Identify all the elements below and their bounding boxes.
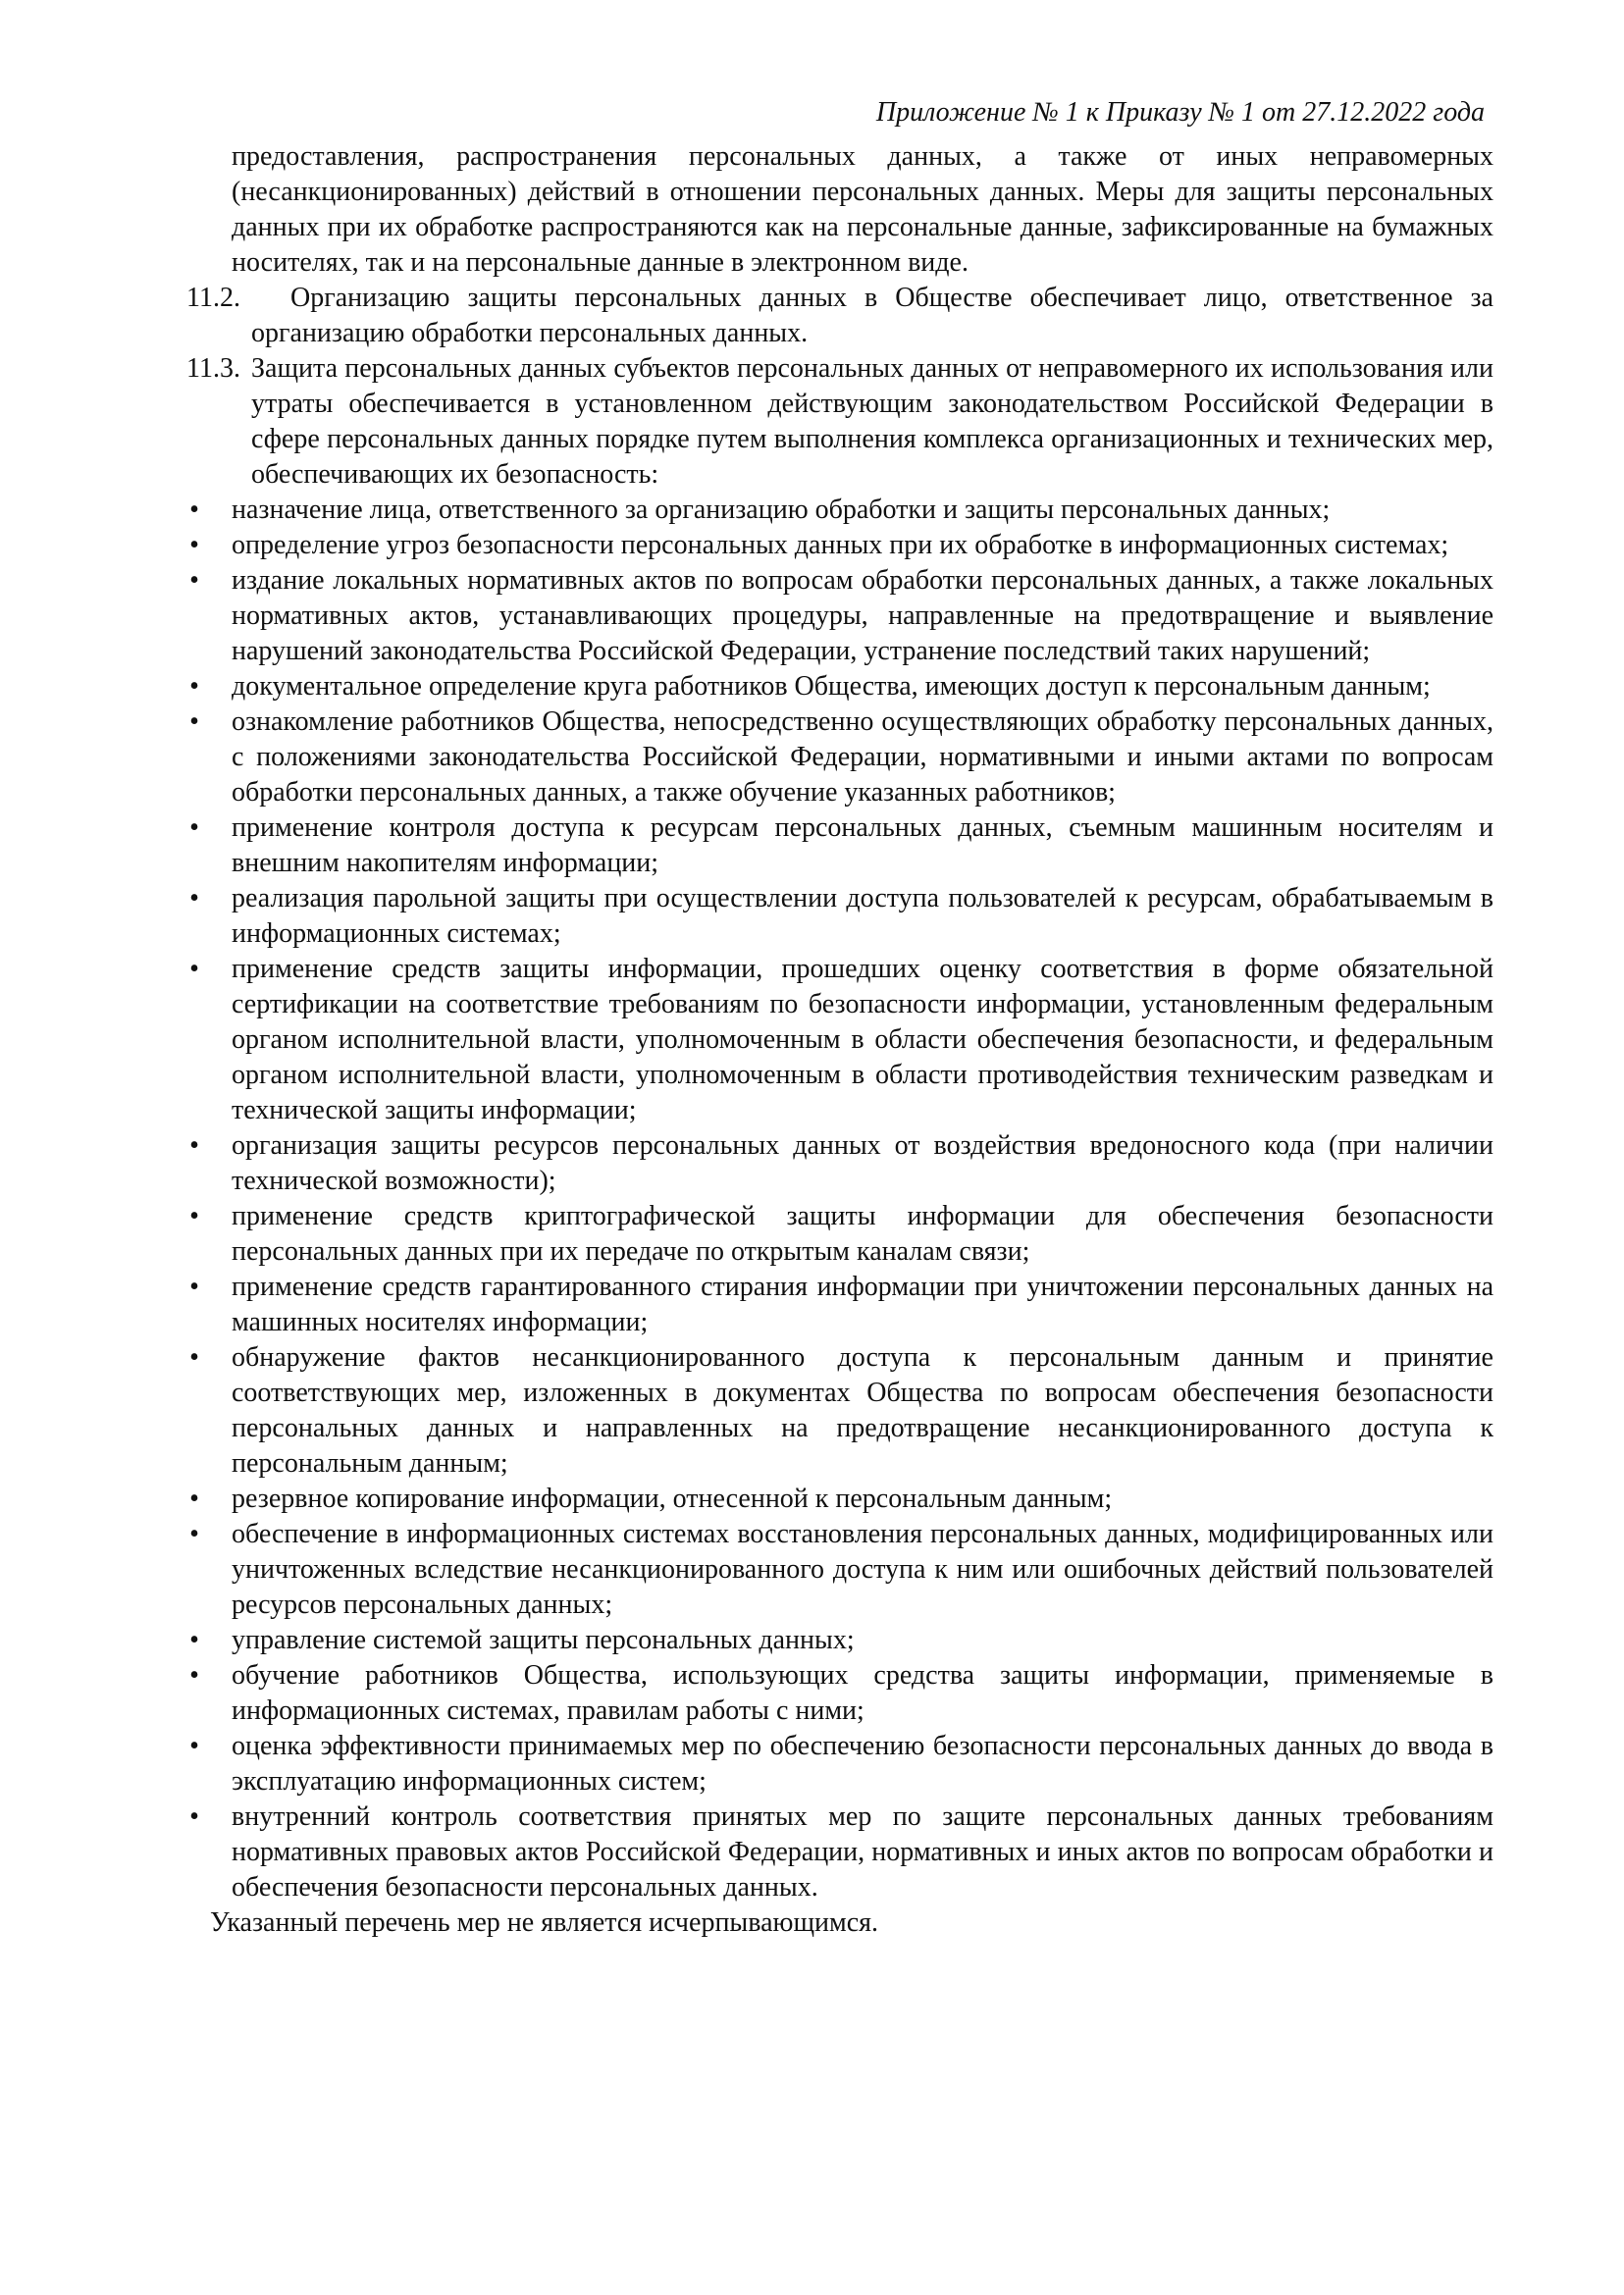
clause-number: 11.2. [186, 283, 240, 313]
list-item-text: издание локальных нормативных актов по вопросам обработки персональных данных, а также локальных нормативных актов, устанавливающих процедуры, направленные на предотвращение и выявление нарушений законодательства Российской Федерации, устранение последствий таких нарушений; [232, 565, 1493, 666]
bullet-icon: • [189, 812, 199, 843]
list-item-text: резервное копирование информации, отнесенной к персональным данным; [232, 1484, 1113, 1514]
list-item [186, 881, 1493, 952]
list-item [186, 704, 1493, 810]
page-header: Приложение № 1 к Приказу № 1 от 27.12.2022 года [875, 97, 1485, 128]
list-item-text: определение угроз безопасности персональных данных при их обработке в информационных системах; [232, 530, 1449, 560]
list-item [186, 810, 1493, 881]
list-item-text: внутренний контроль соответствия принятых мер по защите персональных данных требованиям нормативных правовых актов Российской Федерации, нормативных и иных актов по вопросам обработки и обеспечения безопасности персональных данных. [232, 1801, 1493, 1903]
list-item-text: применение средств криптографической защиты информации для обеспечения безопасности персональных данных при их передаче по открытым каналам связи; [232, 1201, 1493, 1267]
bullet-icon: • [189, 1731, 199, 1761]
bullet-icon: • [189, 495, 199, 525]
list-item [186, 1128, 1493, 1199]
list-item-text: ознакомление работников Общества, непосредственно осуществляющих обработку персональных данных, с положениями законодательства Российской Федерации, нормативными и иными актами по вопросам обработки персональных данных, а также обучение указанных работников; [232, 706, 1493, 808]
clause-number: 11.3. [186, 353, 240, 384]
list-item [186, 493, 1493, 528]
bullet-icon: • [189, 1625, 199, 1655]
list-item-text: обучение работников Общества, использующих средства защиты информации, применяемые в информационных системах, правилам работы с ними; [232, 1660, 1493, 1726]
list-item-text: применение средств гарантированного стирания информации при уничтожении персональных данных на машинных носителях информации; [232, 1272, 1493, 1337]
bullet-icon: • [189, 883, 199, 913]
bullet-icon: • [189, 671, 199, 702]
list-item-text: применение средств защиты информации, прошедших оценку соответствия в форме обязательной сертификации на соответствие требованиям по безопасности информации, установленным федеральным органом исполнительной власти, уполномоченным в области обеспечения безопасности, и федеральным органом исполнительной власти, уполномоченным в области противодействия техническим разведкам и технической защиты информации; [232, 954, 1493, 1125]
closing-paragraph: Указанный перечень мер не является исчерпывающимся. [210, 1907, 879, 1938]
list-item-text: применение контроля доступа к ресурсам персональных данных, съемным машинным носителям и внешним накопителям информации; [232, 812, 1493, 878]
list-item [186, 1270, 1493, 1340]
measures-list [186, 493, 1493, 1905]
list-item-text: документальное определение круга работников Общества, имеющих доступ к персональным данным; [232, 671, 1431, 702]
list-item-text: реализация парольной защиты при осуществлении доступа пользователей к ресурсам, обрабатываемым в информационных системах; [232, 883, 1493, 949]
clause-11-2 [186, 281, 1493, 351]
bullet-icon: • [189, 530, 199, 560]
document-body [186, 139, 1493, 1941]
list-item [186, 1517, 1493, 1623]
bullet-icon: • [189, 565, 199, 596]
list-item-text: назначение лица, ответственного за организацию обработки и защиты персональных данных; [232, 495, 1331, 525]
list-item-text: обнаружение фактов несанкционированного доступа к персональным данным и принятие соответствующих мер, изложенных в документах Общества по вопросам обеспечения безопасности персональных данных и направленных на предотвращение несанкционированного доступа к персональным данным; [232, 1342, 1493, 1479]
bullet-icon: • [189, 1272, 199, 1302]
list-item [186, 1199, 1493, 1270]
bullet-icon: • [189, 1342, 199, 1373]
list-item-text: управление системой защиты персональных данных; [232, 1625, 855, 1655]
clause-text: Защита персональных данных субъектов персональных данных от неправомерного их использования или утраты обеспечивается в установленном действующим законодательством Российской Федерации в сфере персональных данных порядке путем выполнения комплекса организационных и технических мер, обеспечивающих их безопасность: [251, 353, 1493, 490]
bullet-icon: • [189, 1484, 199, 1514]
bullet-icon: • [189, 1660, 199, 1691]
clause-11-3 [186, 351, 1493, 493]
list-item [186, 952, 1493, 1128]
bullet-icon: • [189, 1801, 199, 1832]
list-item [186, 1482, 1493, 1517]
bullet-icon: • [189, 954, 199, 984]
list-item [186, 1623, 1493, 1658]
list-item [186, 1799, 1493, 1905]
list-item [186, 1658, 1493, 1729]
list-item [186, 1729, 1493, 1799]
list-item [186, 669, 1493, 704]
list-item [186, 1340, 1493, 1482]
list-item-text: оценка эффективности принимаемых мер по обеспечению безопасности персональных данных до ввода в эксплуатацию информационных систем; [232, 1731, 1493, 1797]
intro-paragraph: предоставления, распространения персональных данных, а также от иных неправомерных (несанкционированных) действий в отношении персональных данных. Меры для защиты персональных данных при их обработке распространяются как на персональные данные, зафиксированные на бумажных носителях, так и на персональные данные в электронном виде. [232, 141, 1493, 278]
bullet-icon: • [189, 1201, 199, 1231]
bullet-icon: • [189, 706, 199, 737]
bullet-icon: • [189, 1130, 199, 1161]
list-item-text: обеспечение в информационных системах восстановления персональных данных, модифицированных или уничтоженных вследствие несанкционированного доступа к ним или ошибочных действий пользователей ресурсов персональных данных; [232, 1519, 1493, 1620]
list-item-text: организация защиты ресурсов персональных данных от воздействия вредоносного кода (при наличии технической возможности); [232, 1130, 1493, 1196]
bullet-icon: • [189, 1519, 199, 1549]
clause-text: Организацию защиты персональных данных в Обществе обеспечивает лицо, ответственное за организацию обработки персональных данных. [251, 283, 1493, 348]
list-item [186, 563, 1493, 669]
list-item [186, 528, 1493, 563]
